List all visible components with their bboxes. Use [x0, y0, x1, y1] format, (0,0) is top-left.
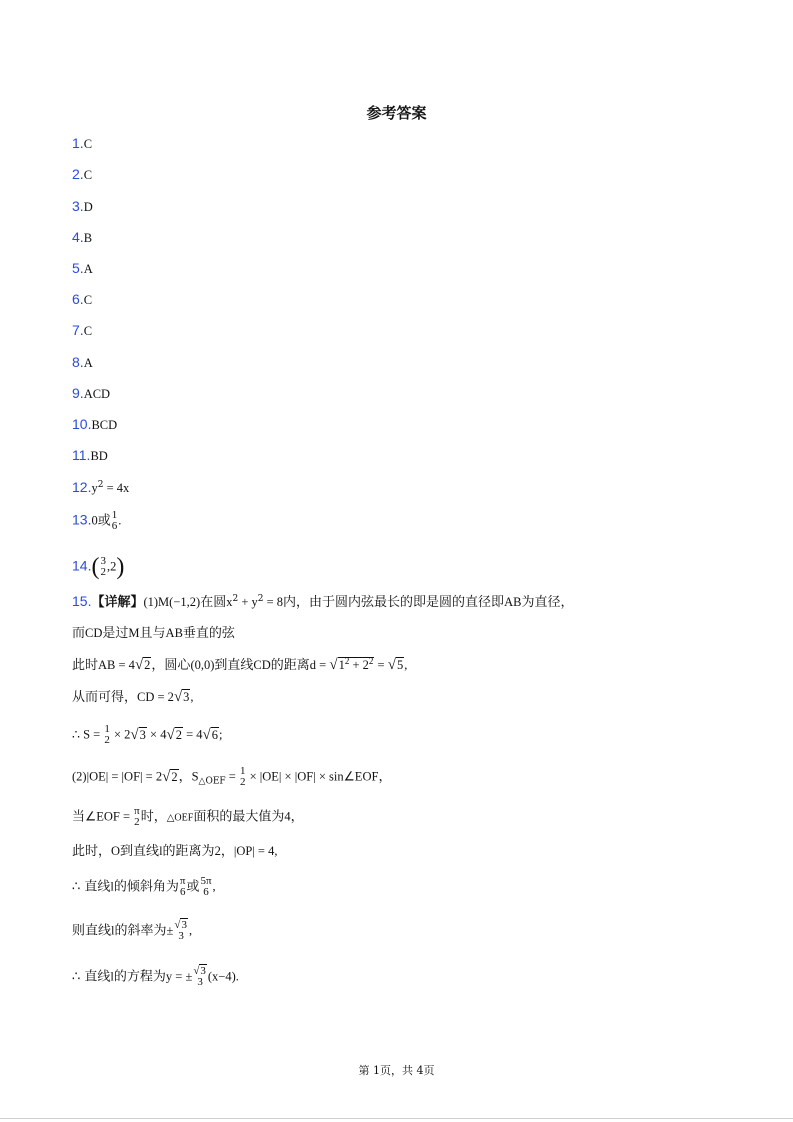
answer-item-10 — [72, 415, 117, 435]
solution-line-2: 而CD是过M且与AB垂直的弦 — [72, 626, 235, 641]
solution-line-3: 此时AB = 4√2，圆心(0,0)到直线CD的距离$d = √1^2 + 2^2 = √5$, — [72, 656, 408, 673]
question-number: 8. — [72, 354, 84, 370]
answer-item-8 — [72, 353, 93, 373]
question-number: 6. — [72, 291, 84, 307]
question-number: 14. — [72, 557, 92, 574]
answer-item-2 — [72, 165, 92, 185]
answer-item-6 — [72, 290, 92, 310]
question-number: 5. — [72, 260, 84, 276]
answer-item-14: 14.( 3 2 ,2) — [72, 554, 125, 580]
answer-value: D — [83, 200, 93, 214]
solution-line-4: 从而可得，CD = 2√3, — [72, 689, 194, 705]
question-number: 12. — [72, 479, 92, 495]
answer-value: A — [83, 262, 93, 276]
question-number: 15. — [72, 593, 92, 609]
answer-value: BCD — [91, 418, 118, 432]
answer-value: BD — [90, 449, 108, 463]
fraction: √3 3 — [193, 965, 206, 988]
solution-line-8: 此时，O到直线l的距离为2，|OP| = 4, — [72, 844, 278, 859]
answer-value: C — [83, 324, 93, 338]
square-root: √2 — [134, 657, 151, 673]
fraction: π 2 — [134, 805, 140, 828]
answer-item-15: 15.【详解】(1)M(−1,2)在圆$x^2 + y^2 = 8$内，由于圆内弦最长的即是圆的直径即AB为直径， — [72, 593, 574, 610]
question-number: 10. — [72, 416, 92, 432]
square-root: √3 — [130, 726, 146, 743]
question-number: 7. — [72, 322, 84, 338]
question-number: 3. — [72, 198, 84, 214]
fraction: 1 6 — [111, 509, 118, 532]
fraction: 1 2 — [239, 765, 246, 788]
answer-value: C — [83, 168, 93, 182]
answer-item-13: 13.0或 1 6 . — [72, 509, 122, 532]
solution-line-11: ∴ 直线l的方程为y = ± √3 3 (x−4). — [72, 965, 239, 988]
solution-line-5: ∴ S = 1 2 × 2√3 × 4√2 = 4√6; — [72, 723, 223, 746]
fraction: π 6 — [179, 875, 186, 898]
answer-value: C — [83, 293, 93, 307]
answer-item-3 — [72, 197, 93, 217]
answer-value: ACD — [83, 387, 111, 401]
answer-item-5 — [72, 259, 93, 279]
answer-value: A — [83, 356, 93, 370]
solution-line-6: (2)|OE| = |OF| = 2√2，$S_{\triangle OEF}$ = 1 2 × |OE| × |OF| × sin∠EOF， — [72, 765, 392, 788]
question-number: 2. — [72, 166, 84, 182]
square-root: $√1^2 + 2^2$ — [329, 656, 374, 673]
page-footer: 第 1页，共 4页 — [358, 1064, 435, 1077]
answer-item-11 — [72, 446, 108, 466]
bottom-divider — [0, 1118, 793, 1119]
question-number: 1. — [72, 135, 84, 151]
answer-item-1 — [72, 134, 92, 154]
square-root: √5 — [387, 657, 404, 673]
page-title: 参考答案 — [366, 104, 427, 122]
solution-line-7: 当∠EOF = π 2 时，△OEF面积的最大值为4， — [72, 805, 304, 828]
question-number: 9. — [72, 385, 84, 401]
question-number: 11. — [72, 447, 91, 463]
question-number: 4. — [72, 229, 84, 245]
fraction: 5π 6 — [200, 875, 212, 898]
square-root: √2 — [162, 768, 178, 785]
solution-line-10: 则直线l的斜率为± √3 3 , — [72, 919, 193, 942]
answer-item-12: $12.y^2 = 4x$ — [72, 479, 130, 495]
answer-value: B — [83, 231, 93, 245]
answer-item-9 — [72, 384, 110, 404]
square-root: √2 — [166, 726, 182, 743]
fraction: 1 2 — [104, 723, 110, 746]
detail-tag: 【详解】 — [91, 595, 144, 610]
answer-value: C — [83, 137, 93, 151]
square-root: √3 — [173, 689, 190, 705]
answer-item-4 — [72, 228, 92, 248]
fraction: √3 3 — [174, 919, 187, 942]
solution-line-9: ∴ 直线l的倾斜角为 π 6 或 5π 6 , — [72, 875, 216, 898]
fraction: 3 2 — [100, 555, 106, 578]
answer-item-7 — [72, 321, 92, 341]
question-number: 13. — [72, 511, 92, 528]
square-root: √6 — [202, 726, 218, 743]
